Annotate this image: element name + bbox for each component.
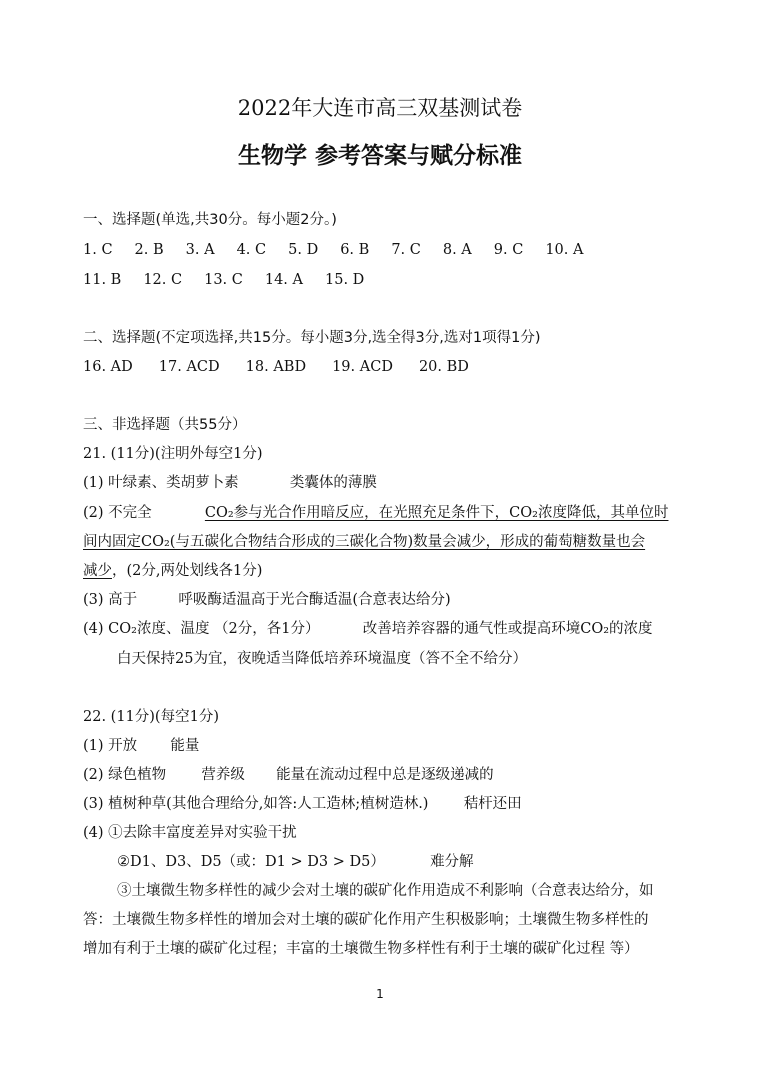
q22-answer4: [83, 823, 297, 843]
q21-a4-part2: 改善培养容器的通气性或提高环境CO₂的浓度: [362, 621, 653, 637]
q21-a2-part1: 不完全: [108, 505, 152, 521]
q21-a2-label: (2): [83, 505, 104, 521]
q21-answer4: [83, 619, 653, 639]
section1-answers-row1: [83, 240, 583, 260]
section1-answers-row2: [83, 270, 364, 290]
q22-a3-part2: 秸杆还田: [463, 796, 522, 812]
answer-item: 2. B: [134, 242, 164, 258]
q22-answer1: [83, 736, 199, 756]
q21-title: 21. (11分)(注明外每空1分): [83, 446, 263, 462]
answer-item: 4. C: [236, 242, 267, 258]
q22-a2-part3: 能量在流动过程中总是逐级递减的: [276, 767, 494, 783]
q21-a1-label: (1): [83, 475, 104, 491]
answer-item: 20. BD: [418, 359, 469, 375]
answer-item: 9. C: [493, 242, 524, 258]
q22-answer4-item2: [117, 852, 474, 872]
q22-answer2: [83, 765, 494, 785]
q21-a4-label: (4): [83, 621, 104, 637]
section2-heading: 二、选择题(不定项选择,共15分。每小题3分,选全得3分,选对1项得1分): [83, 330, 541, 346]
q21-a2-note: ，(2分,两处划线各1分): [112, 563, 263, 579]
q22-answer4-item3-line2: 答：土壤微生物多样性的增加会对土壤的碳矿化作用产生积极影响；土壤微生物多样性的: [83, 912, 649, 928]
q21-answer1: [83, 473, 377, 493]
exam-title: 2022年大连市高三双基测试卷: [237, 96, 523, 120]
q21-a4-part1: CO₂浓度、温度 （2分，各1分）: [108, 621, 320, 637]
q21-a3-part2: 呼吸酶适温高于光合酶适温(合意表达给分): [178, 592, 451, 608]
q21-answer2-cont: [83, 532, 645, 552]
section2-answers: [83, 357, 469, 377]
q21-answer2: [83, 503, 668, 523]
q21-a2-line3: 减少: [83, 563, 112, 579]
q22-answer4-item3-line1: ③土壤微生物多样性的减少会对土壤的碳矿化作用造成不利影响（合意表达给分，如: [117, 883, 654, 899]
q22-a3-part1: 植树种草(其他合理给分,如答:人工造林;植树造林.): [108, 796, 429, 812]
answer-item: 17. ACD: [158, 359, 220, 375]
q21-a3-part1: 高于: [108, 592, 138, 608]
q21-a3-label: (3): [83, 592, 104, 608]
q22-a4-label: (4): [83, 825, 104, 841]
q22-a2-part1: 绿色植物: [108, 767, 167, 783]
q22-a1-part2: 能量: [170, 738, 200, 754]
answer-item: 6. B: [340, 242, 370, 258]
page-number: 1: [376, 987, 384, 1001]
answer-item: 12. C: [143, 272, 183, 288]
answer-item: 11. B: [83, 272, 122, 288]
q21-answer3: [83, 590, 451, 610]
q21-a2-line2: 间内固定CO₂(与五碳化合物结合形成的三碳化合物)数量会减少，形成的葡萄糖数量也会: [83, 534, 646, 550]
q22-title: 22. (11分)(每空1分): [83, 709, 219, 725]
answer-item: 5. D: [288, 242, 319, 258]
q22-a2-label: (2): [83, 767, 104, 783]
q22-a1-part1: 开放: [108, 738, 138, 754]
document-subtitle: 生物学 参考答案与赋分标准: [237, 143, 522, 169]
answer-item: 10. A: [545, 242, 584, 258]
answer-item: 16. AD: [83, 359, 133, 375]
q22-answer3: [83, 794, 522, 814]
answer-item: 18. ABD: [245, 359, 307, 375]
answer-item: 8. A: [442, 242, 472, 258]
q22-a1-label: (1): [83, 738, 104, 754]
answer-item: 13. C: [204, 272, 243, 288]
q21-answer4-cont: 白天保持25为宜，夜晚适当降低培养环境温度（答不全不给分）: [117, 651, 527, 667]
q21-a2-line1: CO₂参与光合作用暗反应，在光照充足条件下，CO₂浓度降低，其单位时: [204, 505, 669, 521]
answer-item: 19. ACD: [332, 359, 393, 375]
answer-item: 7. C: [391, 242, 421, 258]
q22-a4-item2-part2: 难分解: [430, 854, 474, 870]
q21-a1-part1: 叶绿素、类胡萝卜素: [108, 475, 239, 491]
q21-a1-part2: 类囊体的薄膜: [289, 475, 377, 491]
answer-item: 1. C: [83, 242, 113, 258]
q22-a4-item1: ①去除丰富度差异对实验干扰: [108, 825, 297, 841]
section1-heading: 一、选择题(单选,共30分。每小题2分。): [83, 212, 337, 228]
q22-a3-label: (3): [83, 796, 104, 812]
q21-answer2-end: [83, 561, 262, 581]
section3-heading: 三、非选择题（共55分）: [83, 417, 247, 433]
answer-item: 3. A: [185, 242, 215, 258]
answer-item: 14. A: [264, 272, 303, 288]
q22-a4-item2-part1: ②D1、D3、D5（或：D1 > D3 > D5）: [117, 854, 385, 870]
answer-item: 15. D: [325, 272, 365, 288]
q22-answer4-item3-line3: 增加有利于土壤的碳矿化过程；丰富的土壤微生物多样性有利于土壤的碳矿化过程 等）: [83, 941, 639, 957]
q22-a2-part2: 营养级: [201, 767, 245, 783]
